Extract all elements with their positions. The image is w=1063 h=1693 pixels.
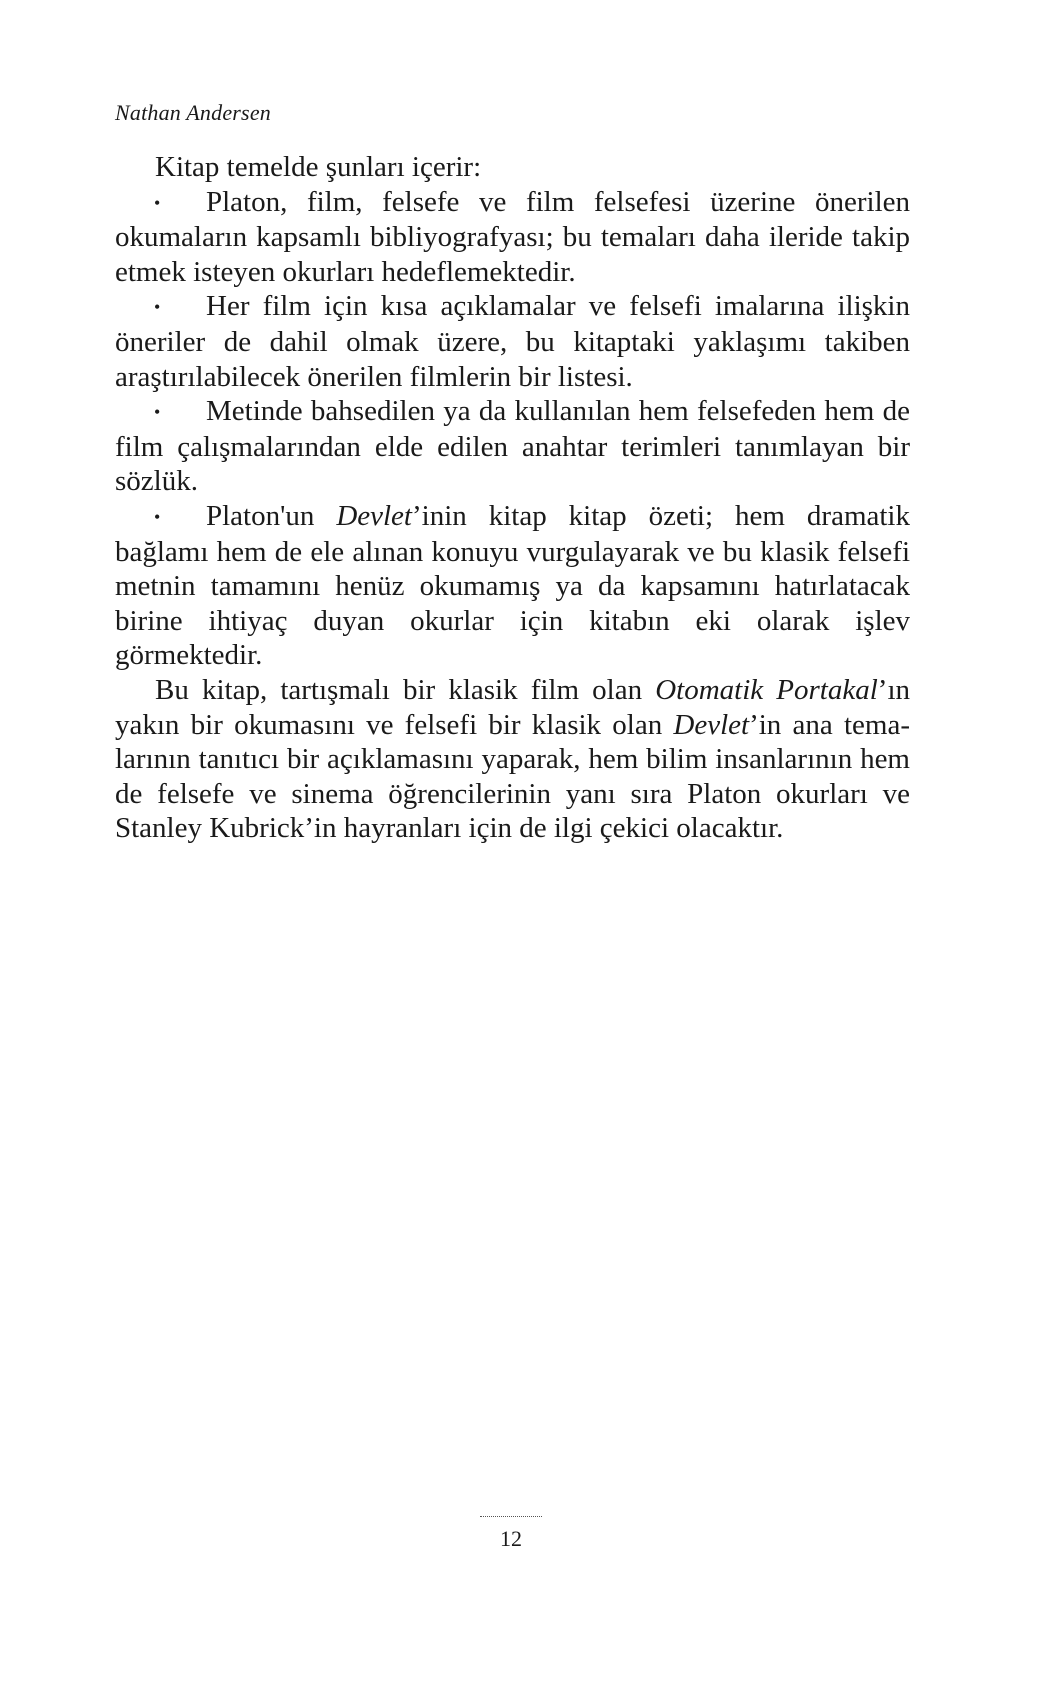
footer-divider <box>480 1516 542 1517</box>
closing-text-2: ’ın yakın bir okumasını ve felsefi bir klasik olan <box>115 673 910 741</box>
list-item <box>115 499 910 673</box>
closing-text-3: ’in ana temalarının tanıtıcı bir açıklamasını yaparak, hem bilim insanlarının hem de felsefe ve sinema öğrencilerinin yanı sıra Platon okurları ve Stanley Kubrick’in hayranları için de ilgi çekici olacaktır. <box>115 708 910 845</box>
bullet-icon: • <box>154 402 161 423</box>
list-item <box>115 185 910 290</box>
bullet-icon: • <box>154 192 161 213</box>
running-head-author: Nathan Andersen <box>115 100 271 125</box>
book-title-italic: Devlet <box>336 499 412 532</box>
bullet-icon: • <box>154 297 161 318</box>
list-item <box>115 289 910 394</box>
bullet-icon: • <box>154 506 161 527</box>
film-title-italic: Otomatik Portakal <box>655 673 878 706</box>
list-item-text: Platon, film, felsefe ve film felsefesi üzerine önerilen okumaların kapsamlı bibliyografyası; bu temaları daha ileride takip etmek isteyen okurları hedeflemektedir. <box>115 185 910 288</box>
page-number: 12 <box>500 1526 522 1551</box>
closing-text-1: Bu kitap, tartışmalı bir klasik film olan <box>155 673 656 706</box>
body-text <box>115 150 910 846</box>
book-title-italic: Devlet <box>673 708 750 741</box>
list-item-text: Her film için kısa açıklamalar ve felsefi imalarına ilişkin öneriler de dahil olmak üzere, bu kitaptaki yaklaşımı takiben araştırılabilecek önerilen filmlerin bir listesi. <box>115 290 910 393</box>
closing-paragraph <box>115 673 910 846</box>
list-item-text: Metinde bahsedilen ya da kullanılan hem felsefeden hem de film çalışmalarından elde edilen anahtar terimleri tanımlayan bir sözlük. <box>115 395 910 498</box>
intro-paragraph: Kitap temelde şunları içerir: <box>155 151 482 183</box>
list-item-text-rest: ’inin kitap kitap özeti; hem dramatik bağlamı hem de ele alınan konuyu vurgulayarak ve bu klasik felsefi metnin tamamını henüz okumamış ya da kapsamını hatırlatacak birine ihtiyaç duyan okurlar için kitabın eki olarak işlev görmektedir. <box>115 499 910 672</box>
list-item <box>115 394 910 499</box>
list-item-text-start: Platon'un <box>206 499 337 532</box>
